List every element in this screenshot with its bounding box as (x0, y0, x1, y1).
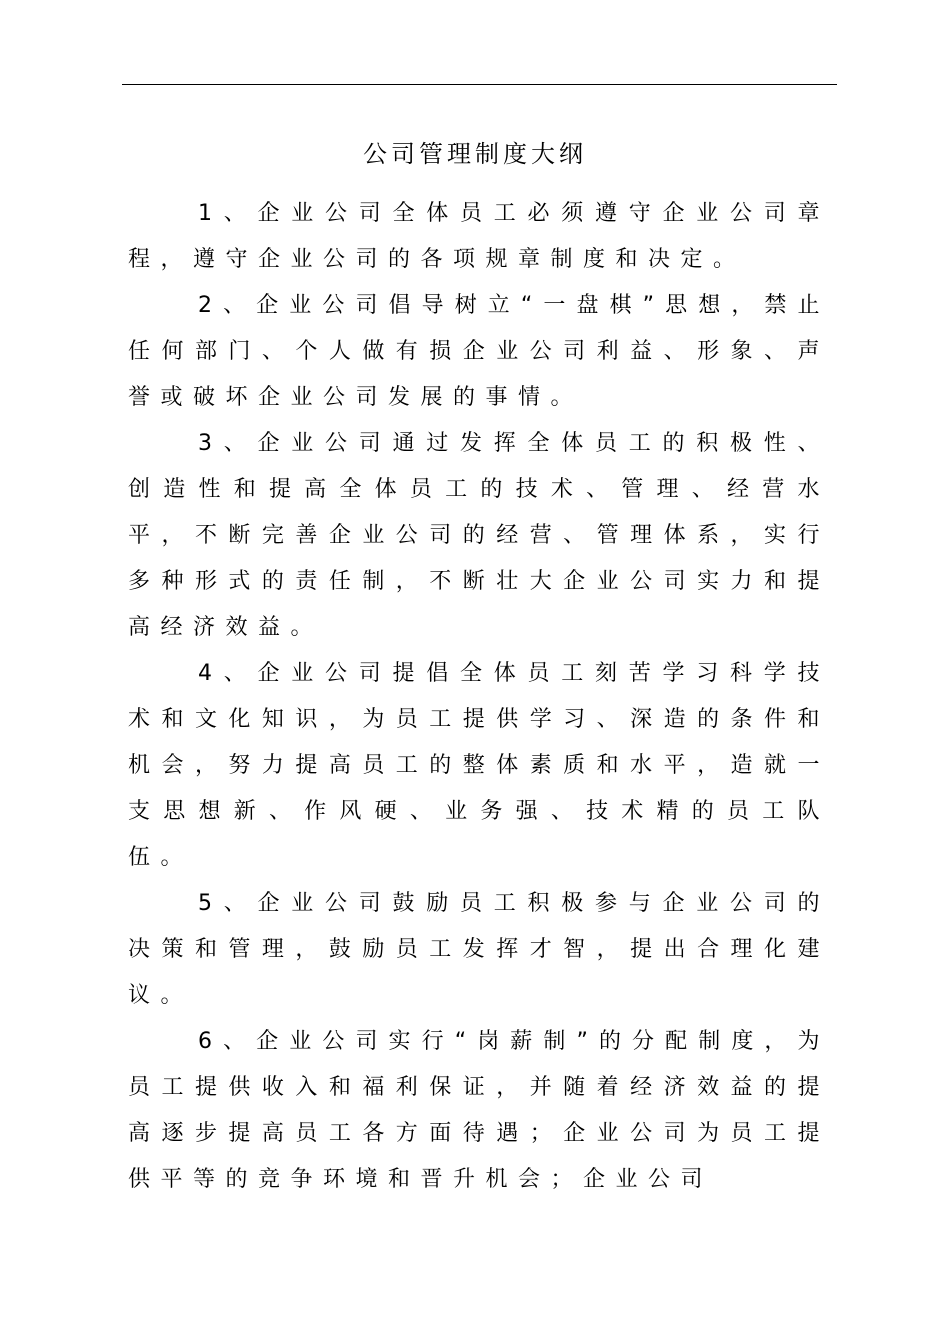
paragraph-3: 3、企业公司通过发挥全体员工的积极性、创造性和提高全体员工的技术、管理、经营水平，不断完善企业公司的经营、管理体系，实行多种形式的责任制，不断壮大企业公司实力和提高经济效益。 (128, 431, 830, 640)
paragraph-6: 6、企业公司实行“岗薪制”的分配制度，为员工提供收入和福利保证，并随着经济效益的提高逐步提高员工各方面待遇；企业公司为员工提供平等的竞争环境和晋升机会；企业公司 (128, 1029, 830, 1192)
paragraph-4: 4、企业公司提倡全体员工刻苦学习科学技术和文化知识，为员工提供学习、深造的条件和机会，努力提高员工的整体素质和水平，造就一支思想新、作风硬、业务强、技术精的员工队伍。 (128, 661, 830, 870)
paragraph-5: 5、企业公司鼓励员工积极参与企业公司的决策和管理，鼓励员工发挥才智，提出合理化建议。 (128, 891, 830, 1008)
header-divider (122, 84, 837, 85)
paragraph-1: 1、企业公司全体员工必须遵守企业公司章程，遵守企业公司的各项规章制度和决定。 (128, 201, 830, 272)
page-title: 公司管理制度大纲 (363, 140, 587, 168)
document-body (128, 191, 830, 1203)
paragraph-2: 2、企业公司倡导树立“一盘棋”思想，禁止任何部门、个人做有损企业公司利益、形象、声誉或破坏企业公司发展的事情。 (128, 293, 830, 410)
